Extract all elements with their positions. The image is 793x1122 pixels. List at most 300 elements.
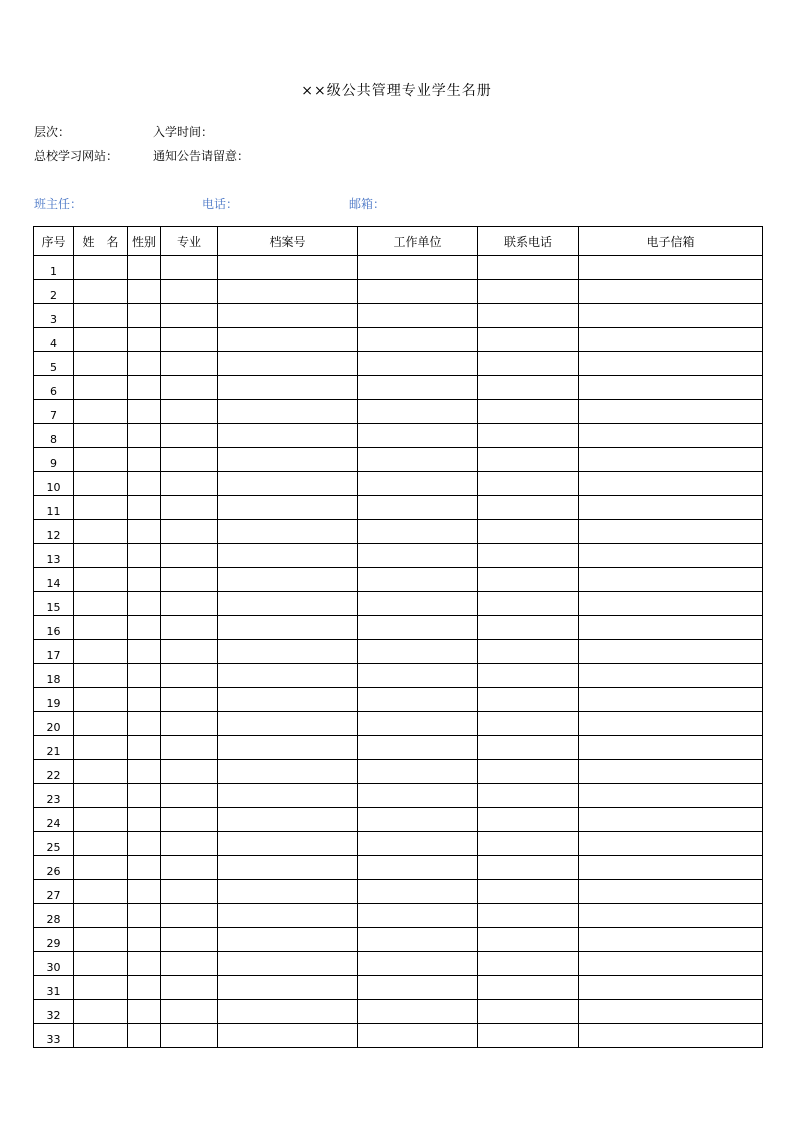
- cell-major[interactable]: [161, 328, 218, 352]
- cell-gender[interactable]: [128, 352, 161, 376]
- cell-email[interactable]: [579, 712, 763, 736]
- cell-name[interactable]: [74, 568, 128, 592]
- cell-file-number[interactable]: [218, 712, 358, 736]
- cell-file-number[interactable]: [218, 832, 358, 856]
- student-roster-table: [33, 226, 763, 1048]
- table-row: [34, 448, 763, 472]
- cell-major[interactable]: [161, 568, 218, 592]
- cell-major[interactable]: [161, 664, 218, 688]
- table-row: [34, 712, 763, 736]
- cell-phone[interactable]: [478, 664, 579, 688]
- cell-employer[interactable]: [358, 808, 478, 832]
- table-row: [34, 376, 763, 400]
- cell-file-number[interactable]: [218, 424, 358, 448]
- cell-gender[interactable]: [128, 832, 161, 856]
- table-row: [34, 976, 763, 1000]
- cell-major[interactable]: [161, 760, 218, 784]
- cell-email[interactable]: [579, 544, 763, 568]
- cell-gender[interactable]: [128, 1024, 161, 1048]
- table-row: [34, 832, 763, 856]
- cell-name[interactable]: [74, 592, 128, 616]
- cell-gender[interactable]: [128, 280, 161, 304]
- cell-gender[interactable]: [128, 928, 161, 952]
- cell-major[interactable]: [161, 784, 218, 808]
- cell-gender[interactable]: [128, 808, 161, 832]
- cell-major[interactable]: [161, 544, 218, 568]
- cell-major[interactable]: [161, 376, 218, 400]
- cell-employer[interactable]: [358, 544, 478, 568]
- row-index: 28: [34, 904, 74, 928]
- table-row: [34, 472, 763, 496]
- cell-name[interactable]: [74, 400, 128, 424]
- cell-phone[interactable]: [478, 808, 579, 832]
- cell-major[interactable]: [161, 520, 218, 544]
- cell-email[interactable]: [579, 976, 763, 1000]
- cell-gender[interactable]: [128, 880, 161, 904]
- cell-email[interactable]: [579, 664, 763, 688]
- cell-email[interactable]: [579, 328, 763, 352]
- cell-gender[interactable]: [128, 688, 161, 712]
- cell-email[interactable]: [579, 592, 763, 616]
- cell-name[interactable]: [74, 472, 128, 496]
- document-title: ××级公共管理专业学生名册: [301, 83, 492, 99]
- cell-gender[interactable]: [128, 592, 161, 616]
- cell-file-number[interactable]: [218, 904, 358, 928]
- table-row: [34, 688, 763, 712]
- cell-email[interactable]: [579, 808, 763, 832]
- cell-phone[interactable]: [478, 352, 579, 376]
- row-index: 32: [34, 1000, 74, 1024]
- cell-employer[interactable]: [358, 832, 478, 856]
- cell-file-number[interactable]: [218, 952, 358, 976]
- cell-employer[interactable]: [358, 736, 478, 760]
- cell-email[interactable]: [579, 496, 763, 520]
- cell-email[interactable]: [579, 640, 763, 664]
- cell-email[interactable]: [579, 568, 763, 592]
- cell-phone[interactable]: [478, 784, 579, 808]
- cell-phone[interactable]: [478, 688, 579, 712]
- row-index: 15: [34, 592, 74, 616]
- cell-email[interactable]: [579, 1024, 763, 1048]
- cell-employer[interactable]: [358, 592, 478, 616]
- cell-name[interactable]: [74, 664, 128, 688]
- cell-file-number[interactable]: [218, 328, 358, 352]
- cell-major[interactable]: [161, 904, 218, 928]
- cell-gender[interactable]: [128, 544, 161, 568]
- cell-major[interactable]: [161, 688, 218, 712]
- cell-name[interactable]: [74, 880, 128, 904]
- cell-major[interactable]: [161, 952, 218, 976]
- cell-name[interactable]: [74, 520, 128, 544]
- cell-major[interactable]: [161, 928, 218, 952]
- cell-major[interactable]: [161, 736, 218, 760]
- cell-phone[interactable]: [478, 952, 579, 976]
- cell-major[interactable]: [161, 424, 218, 448]
- cell-major[interactable]: [161, 472, 218, 496]
- cell-email[interactable]: [579, 784, 763, 808]
- cell-major[interactable]: [161, 640, 218, 664]
- cell-employer[interactable]: [358, 928, 478, 952]
- cell-name[interactable]: [74, 952, 128, 976]
- cell-name[interactable]: [74, 784, 128, 808]
- cell-gender[interactable]: [128, 760, 161, 784]
- cell-file-number[interactable]: [218, 400, 358, 424]
- cell-file-number[interactable]: [218, 544, 358, 568]
- cell-email[interactable]: [579, 400, 763, 424]
- cell-major[interactable]: [161, 856, 218, 880]
- cell-employer[interactable]: [358, 712, 478, 736]
- cell-employer[interactable]: [358, 472, 478, 496]
- table-row: [34, 592, 763, 616]
- table-row: [34, 400, 763, 424]
- cell-phone[interactable]: [478, 568, 579, 592]
- cell-file-number[interactable]: [218, 688, 358, 712]
- cell-phone[interactable]: [478, 904, 579, 928]
- cell-name[interactable]: [74, 616, 128, 640]
- cell-file-number[interactable]: [218, 568, 358, 592]
- cell-file-number[interactable]: [218, 616, 358, 640]
- header-phone: 联系电话: [478, 227, 579, 256]
- cell-employer[interactable]: [358, 304, 478, 328]
- table-row: [34, 496, 763, 520]
- cell-employer[interactable]: [358, 1024, 478, 1048]
- row-index: 5: [34, 352, 74, 376]
- cell-email[interactable]: [579, 736, 763, 760]
- cell-email[interactable]: [579, 424, 763, 448]
- cell-employer[interactable]: [358, 424, 478, 448]
- cell-major[interactable]: [161, 832, 218, 856]
- cell-employer[interactable]: [358, 400, 478, 424]
- cell-employer[interactable]: [358, 328, 478, 352]
- row-index: 33: [34, 1024, 74, 1048]
- cell-file-number[interactable]: [218, 496, 358, 520]
- row-index: 4: [34, 328, 74, 352]
- cell-email[interactable]: [579, 448, 763, 472]
- row-index: 23: [34, 784, 74, 808]
- cell-major[interactable]: [161, 616, 218, 640]
- cell-gender[interactable]: [128, 376, 161, 400]
- table-row: [34, 568, 763, 592]
- cell-gender[interactable]: [128, 496, 161, 520]
- row-index: 24: [34, 808, 74, 832]
- cell-name[interactable]: [74, 280, 128, 304]
- cell-gender[interactable]: [128, 256, 161, 280]
- row-index: 12: [34, 520, 74, 544]
- cell-employer[interactable]: [358, 496, 478, 520]
- cell-email[interactable]: [579, 616, 763, 640]
- cell-file-number[interactable]: [218, 808, 358, 832]
- cell-name[interactable]: [74, 448, 128, 472]
- cell-phone[interactable]: [478, 712, 579, 736]
- cell-gender[interactable]: [128, 568, 161, 592]
- cell-employer[interactable]: [358, 616, 478, 640]
- cell-file-number[interactable]: [218, 760, 358, 784]
- cell-major[interactable]: [161, 496, 218, 520]
- row-index: 20: [34, 712, 74, 736]
- cell-employer[interactable]: [358, 784, 478, 808]
- cell-file-number[interactable]: [218, 280, 358, 304]
- cell-file-number[interactable]: [218, 376, 358, 400]
- cell-name[interactable]: [74, 760, 128, 784]
- cell-major[interactable]: [161, 712, 218, 736]
- table-row: [34, 280, 763, 304]
- header-employer: 工作单位: [358, 227, 478, 256]
- table-row: [34, 1000, 763, 1024]
- cell-file-number[interactable]: [218, 880, 358, 904]
- cell-name[interactable]: [74, 808, 128, 832]
- table-row: [34, 304, 763, 328]
- cell-employer[interactable]: [358, 856, 478, 880]
- table-row: [34, 352, 763, 376]
- cell-file-number[interactable]: [218, 352, 358, 376]
- cell-employer[interactable]: [358, 976, 478, 1000]
- table-row: [34, 664, 763, 688]
- cell-employer[interactable]: [358, 256, 478, 280]
- cell-phone[interactable]: [478, 304, 579, 328]
- cell-major[interactable]: [161, 808, 218, 832]
- cell-phone[interactable]: [478, 424, 579, 448]
- row-index: 11: [34, 496, 74, 520]
- cell-file-number[interactable]: [218, 976, 358, 1000]
- row-index: 3: [34, 304, 74, 328]
- cell-email[interactable]: [579, 688, 763, 712]
- cell-major[interactable]: [161, 976, 218, 1000]
- cell-employer[interactable]: [358, 760, 478, 784]
- cell-file-number[interactable]: [218, 1024, 358, 1048]
- cell-name[interactable]: [74, 304, 128, 328]
- table-row: [34, 808, 763, 832]
- cell-name[interactable]: [74, 544, 128, 568]
- cell-major[interactable]: [161, 880, 218, 904]
- cell-gender[interactable]: [128, 448, 161, 472]
- cell-name[interactable]: [74, 856, 128, 880]
- cell-name[interactable]: [74, 736, 128, 760]
- cell-employer[interactable]: [358, 1000, 478, 1024]
- row-index: 25: [34, 832, 74, 856]
- cell-phone[interactable]: [478, 616, 579, 640]
- cell-phone[interactable]: [478, 256, 579, 280]
- table-row: [34, 520, 763, 544]
- cell-email[interactable]: [579, 304, 763, 328]
- cell-employer[interactable]: [358, 880, 478, 904]
- table-row: [34, 736, 763, 760]
- cell-email[interactable]: [579, 280, 763, 304]
- table-row: [34, 880, 763, 904]
- table-row: [34, 544, 763, 568]
- email-label: 邮箱：: [349, 197, 386, 211]
- cell-name[interactable]: [74, 1000, 128, 1024]
- cell-name[interactable]: [74, 712, 128, 736]
- row-index: 16: [34, 616, 74, 640]
- cell-name[interactable]: [74, 352, 128, 376]
- cell-phone[interactable]: [478, 472, 579, 496]
- cell-gender[interactable]: [128, 664, 161, 688]
- cell-name[interactable]: [74, 832, 128, 856]
- cell-phone[interactable]: [478, 328, 579, 352]
- cell-employer[interactable]: [358, 688, 478, 712]
- cell-gender[interactable]: [128, 952, 161, 976]
- table-row: [34, 952, 763, 976]
- cell-name[interactable]: [74, 328, 128, 352]
- cell-phone[interactable]: [478, 760, 579, 784]
- cell-gender[interactable]: [128, 616, 161, 640]
- cell-gender[interactable]: [128, 856, 161, 880]
- row-index: 29: [34, 928, 74, 952]
- cell-name[interactable]: [74, 256, 128, 280]
- cell-name[interactable]: [74, 928, 128, 952]
- cell-gender[interactable]: [128, 304, 161, 328]
- cell-phone[interactable]: [478, 496, 579, 520]
- cell-major[interactable]: [161, 280, 218, 304]
- cell-email[interactable]: [579, 904, 763, 928]
- cell-name[interactable]: [74, 496, 128, 520]
- cell-file-number[interactable]: [218, 472, 358, 496]
- cell-major[interactable]: [161, 448, 218, 472]
- cell-employer[interactable]: [358, 280, 478, 304]
- cell-file-number[interactable]: [218, 1000, 358, 1024]
- table-row: [34, 328, 763, 352]
- cell-email[interactable]: [579, 376, 763, 400]
- cell-major[interactable]: [161, 304, 218, 328]
- header-index: 序号: [34, 227, 74, 256]
- cell-phone[interactable]: [478, 376, 579, 400]
- header-major: 专业: [161, 227, 218, 256]
- cell-name[interactable]: [74, 640, 128, 664]
- cell-major[interactable]: [161, 400, 218, 424]
- cell-phone[interactable]: [478, 736, 579, 760]
- row-index: 14: [34, 568, 74, 592]
- row-index: 13: [34, 544, 74, 568]
- cell-file-number[interactable]: [218, 520, 358, 544]
- cell-gender[interactable]: [128, 904, 161, 928]
- cell-major[interactable]: [161, 1024, 218, 1048]
- cell-gender[interactable]: [128, 424, 161, 448]
- cell-gender[interactable]: [128, 712, 161, 736]
- cell-file-number[interactable]: [218, 304, 358, 328]
- cell-phone[interactable]: [478, 448, 579, 472]
- cell-employer[interactable]: [358, 952, 478, 976]
- header-email: 电子信箱: [579, 227, 763, 256]
- cell-file-number[interactable]: [218, 664, 358, 688]
- cell-file-number[interactable]: [218, 928, 358, 952]
- cell-file-number[interactable]: [218, 640, 358, 664]
- head-teacher-label: 班主任：: [34, 197, 83, 211]
- cell-major[interactable]: [161, 352, 218, 376]
- cell-email[interactable]: [579, 880, 763, 904]
- cell-phone[interactable]: [478, 640, 579, 664]
- cell-major[interactable]: [161, 256, 218, 280]
- cell-phone[interactable]: [478, 544, 579, 568]
- cell-email[interactable]: [579, 856, 763, 880]
- cell-email[interactable]: [579, 352, 763, 376]
- cell-file-number[interactable]: [218, 448, 358, 472]
- header-gender: 性别: [128, 227, 161, 256]
- cell-phone[interactable]: [478, 880, 579, 904]
- cell-employer[interactable]: [358, 904, 478, 928]
- cell-phone[interactable]: [478, 976, 579, 1000]
- cell-file-number[interactable]: [218, 784, 358, 808]
- row-index: 21: [34, 736, 74, 760]
- cell-phone[interactable]: [478, 1024, 579, 1048]
- cell-phone[interactable]: [478, 856, 579, 880]
- cell-phone[interactable]: [478, 832, 579, 856]
- cell-gender[interactable]: [128, 472, 161, 496]
- cell-file-number[interactable]: [218, 856, 358, 880]
- cell-gender[interactable]: [128, 1000, 161, 1024]
- table-row: [34, 856, 763, 880]
- cell-gender[interactable]: [128, 640, 161, 664]
- cell-phone[interactable]: [478, 400, 579, 424]
- cell-gender[interactable]: [128, 784, 161, 808]
- cell-employer[interactable]: [358, 520, 478, 544]
- cell-email[interactable]: [579, 472, 763, 496]
- cell-employer[interactable]: [358, 640, 478, 664]
- cell-email[interactable]: [579, 760, 763, 784]
- cell-email[interactable]: [579, 832, 763, 856]
- cell-gender[interactable]: [128, 976, 161, 1000]
- cell-email[interactable]: [579, 520, 763, 544]
- row-index: 10: [34, 472, 74, 496]
- cell-phone[interactable]: [478, 280, 579, 304]
- cell-name[interactable]: [74, 1024, 128, 1048]
- cell-name[interactable]: [74, 376, 128, 400]
- cell-email[interactable]: [579, 1000, 763, 1024]
- cell-phone[interactable]: [478, 592, 579, 616]
- cell-employer[interactable]: [358, 568, 478, 592]
- cell-phone[interactable]: [478, 1000, 579, 1024]
- cell-employer[interactable]: [358, 664, 478, 688]
- cell-email[interactable]: [579, 952, 763, 976]
- cell-gender[interactable]: [128, 328, 161, 352]
- table-row: [34, 256, 763, 280]
- cell-gender[interactable]: [128, 520, 161, 544]
- table-row: [34, 1024, 763, 1048]
- row-index: 7: [34, 400, 74, 424]
- cell-employer[interactable]: [358, 448, 478, 472]
- cell-name[interactable]: [74, 904, 128, 928]
- cell-name[interactable]: [74, 424, 128, 448]
- row-index: 2: [34, 280, 74, 304]
- enroll-time-label: 入学时间：: [153, 125, 214, 139]
- cell-email[interactable]: [579, 928, 763, 952]
- table-row: [34, 784, 763, 808]
- cell-file-number[interactable]: [218, 256, 358, 280]
- cell-file-number[interactable]: [218, 592, 358, 616]
- cell-name[interactable]: [74, 688, 128, 712]
- cell-gender[interactable]: [128, 400, 161, 424]
- row-index: 30: [34, 952, 74, 976]
- cell-major[interactable]: [161, 592, 218, 616]
- table-row: [34, 424, 763, 448]
- cell-employer[interactable]: [358, 352, 478, 376]
- cell-employer[interactable]: [358, 376, 478, 400]
- phone-label: 电话：: [202, 197, 239, 211]
- row-index: 1: [34, 256, 74, 280]
- row-index: 31: [34, 976, 74, 1000]
- cell-phone[interactable]: [478, 520, 579, 544]
- cell-file-number[interactable]: [218, 736, 358, 760]
- table-body: [34, 256, 763, 1048]
- cell-phone[interactable]: [478, 928, 579, 952]
- row-index: 9: [34, 448, 74, 472]
- cell-name[interactable]: [74, 976, 128, 1000]
- cell-major[interactable]: [161, 1000, 218, 1024]
- cell-gender[interactable]: [128, 736, 161, 760]
- row-index: 18: [34, 664, 74, 688]
- cell-email[interactable]: [579, 256, 763, 280]
- row-index: 26: [34, 856, 74, 880]
- row-index: 22: [34, 760, 74, 784]
